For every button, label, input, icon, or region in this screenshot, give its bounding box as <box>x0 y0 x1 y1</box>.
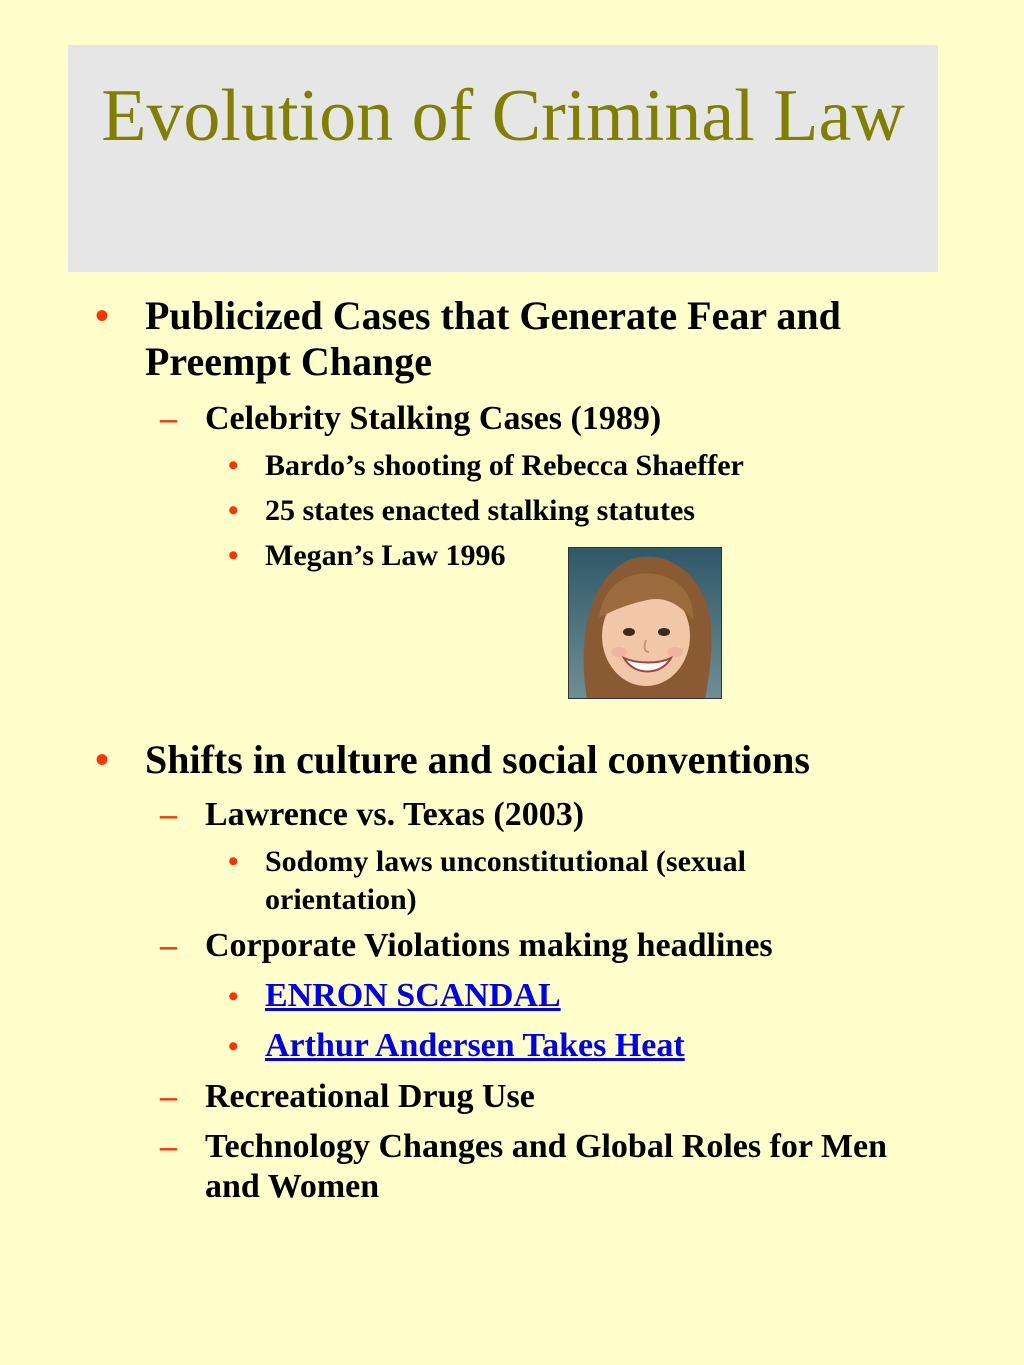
bullet-dash: – <box>160 400 177 437</box>
section1-sub1: Celebrity Stalking Cases (1989) <box>205 400 662 437</box>
bullet-dot: • <box>228 539 239 572</box>
bullet-dash: – <box>160 796 177 833</box>
bullet-dot: • <box>228 1030 239 1063</box>
section2-sub3: Recreational Drug Use <box>205 1078 535 1115</box>
section2-sub1: Lawrence vs. Texas (2003) <box>205 796 585 833</box>
bullet-dot: • <box>228 980 239 1013</box>
section1-item-3: Megan’s Law 1996 <box>265 539 506 572</box>
section2-sub1-item: Sodomy laws unconstitutional (sexual orientation) <box>265 845 746 916</box>
section2-sub2: Corporate Violations making headlines <box>205 927 773 964</box>
enron-scandal-link[interactable]: ENRON SCANDAL <box>265 977 561 1014</box>
child-portrait-photo <box>568 547 722 699</box>
section1-heading: Publicized Cases that Generate Fear and Preempt Change <box>145 293 841 384</box>
bullet-dot: • <box>228 494 239 527</box>
arthur-andersen-link[interactable]: Arthur Andersen Takes Heat <box>265 1027 685 1064</box>
portrait-drawing <box>569 548 722 699</box>
bullet-dot: • <box>228 449 239 482</box>
section1-item-1: Bardo’s shooting of Rebecca Shaeffer <box>265 449 744 482</box>
bullet-dot: • <box>95 293 110 338</box>
slide-title: Evolution of Criminal Law <box>101 75 905 157</box>
bullet-dash: – <box>160 927 177 964</box>
section1-item-2: 25 states enacted stalking statutes <box>265 494 695 527</box>
bullet-dash: – <box>160 1078 177 1115</box>
andersen-link-container <box>265 1026 925 1066</box>
bullet-dash: – <box>160 1128 177 1165</box>
bullet-dot: • <box>228 845 239 878</box>
bullet-dot: • <box>95 737 110 782</box>
title-box <box>68 45 938 272</box>
enron-link-container <box>265 976 925 1016</box>
section2-heading: Shifts in culture and social conventions <box>145 737 810 782</box>
section2-sub4: Technology Changes and Global Roles for Men and Women <box>205 1128 887 1205</box>
